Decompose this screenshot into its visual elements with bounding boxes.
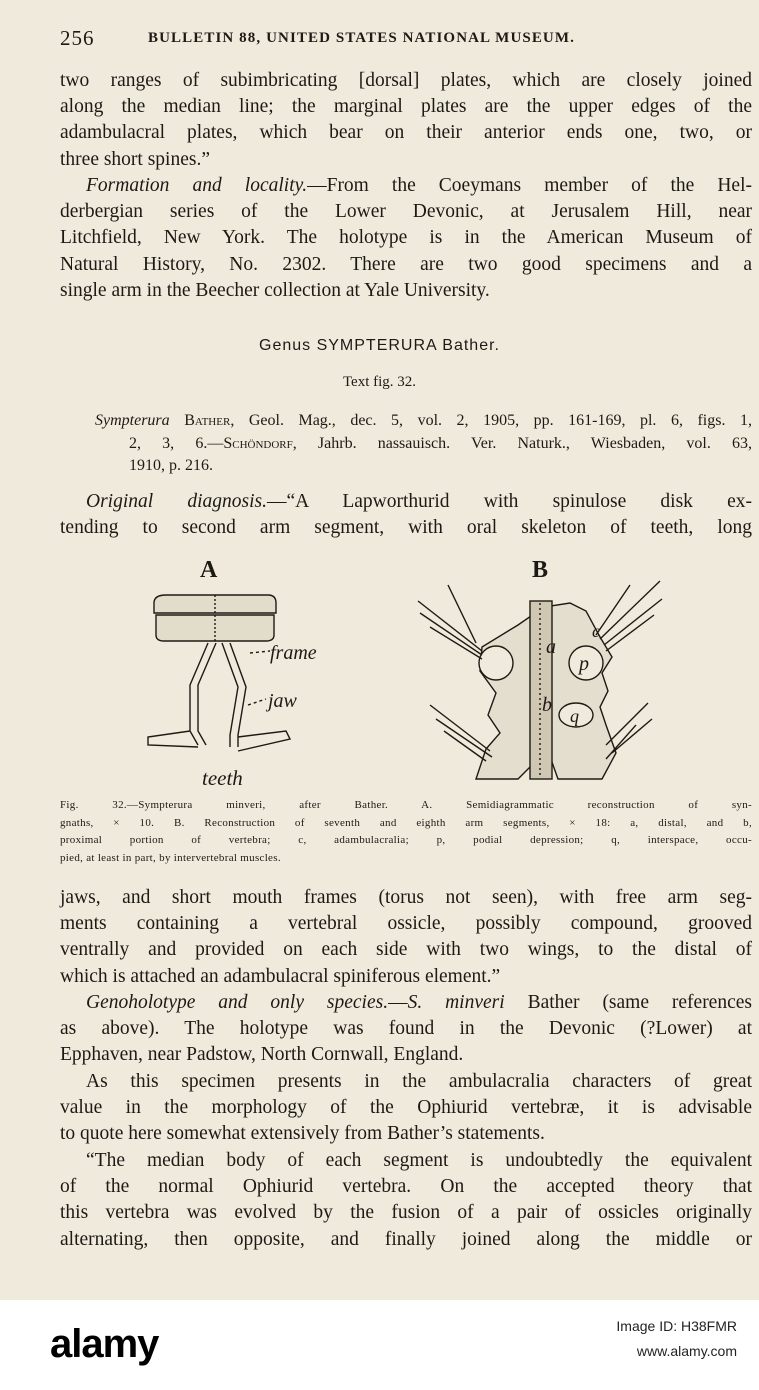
text-line: derbergian series of the Lower Devonic, at Jerusalem Hill, near [60,201,752,223]
paragraph-plates [60,68,752,173]
genoholotype-rest: Bather (same references [504,992,752,1013]
diagnosis-rest: —“A Lapworthurid with spinulose disk ex- [267,491,753,512]
text-line: Natural History, No. 2302. There are two good specimens and a [60,253,752,275]
page-number: 256 [60,26,95,50]
text-line: to quote here somewhat extensively from Bather’s statements. [60,1123,545,1145]
caption-line: pied, at least in part, by intervertebral muscles. [60,851,281,864]
podial-depression-left [479,646,513,680]
spines-upper-left [418,585,482,659]
synonymy-line: 1910, p. 216. [129,457,213,474]
page-header [60,26,759,52]
tooth-left [148,731,198,747]
citation: , Jahrb. nassauisch. Ver. Naturk., Wiesbaden, vol. 63, [292,434,753,452]
text-line: “The median body of each segment is undoubtedly the equivalent [86,1150,752,1171]
paragraph-quote [60,1148,752,1253]
genoholotype-dash: — [388,992,408,1013]
text-line: tending to second arm segment, with oral skeleton of teeth, long [60,517,752,539]
jaw-left-outer [190,643,208,745]
text-line: adambulacral plates, which bear on their anterior ends one, two, or [60,122,752,144]
text-line: Epphaven, near Padstow, North Cornwall, England. [60,1044,464,1066]
text-line: alternating, then opposite, and finally joined along the middle or [60,1228,752,1250]
text-line: of the normal Ophiurid vertebra. On the accepted theory that [60,1176,752,1198]
label-b-proximal: b [542,694,552,716]
synonymy-line [95,410,752,433]
frame-leader [250,651,270,653]
image-id: Image ID: H38FMR [616,1318,737,1334]
text-line: which is attached an adambulacral spiniferous element.” [60,965,501,987]
label-q-interspace: q [570,706,579,726]
figure-label-b: B [532,557,549,583]
text-line [60,990,752,1016]
tooth-right [238,731,290,751]
paragraph-formation [60,173,752,304]
text-line: along the median line; the marginal plates are the upper edges of the [60,96,752,118]
jaw-right-inner [230,643,246,747]
site-url: www.alamy.com [636,1343,737,1359]
figure-32 [130,555,690,790]
text-line [60,489,752,515]
text-line: value in the morphology of the Ophiurid vertebræ, it is advisable [60,1097,752,1119]
figure-a [148,557,317,790]
caption-line: proximal portion of vertebra; c, adambulacralia; p, podial depression; q, interspace, occu- [60,834,752,846]
species-name: S. minveri [407,992,505,1013]
text-line: As this specimen presents in the ambulacralia characters of great [86,1071,752,1092]
figure-label-a: A [200,557,218,583]
alamy-logo: alamy [50,1322,159,1366]
caption-line: gnaths, × 10. B. Reconstruction of seventh and eighth arm segments, × 18: a, distal, and b, [60,816,752,829]
figure-caption [60,797,752,867]
citation: 2, 3, 6.— [129,434,224,452]
genus-name: Sympterura [95,412,170,429]
paragraph-genoholotype [60,990,752,1069]
text-line [60,173,752,199]
formation-rest: —From the Coeymans member of the Hel- [307,175,752,196]
label-teeth: teeth [202,766,243,790]
text-line: two ranges of subimbricating [dorsal] plates, which are closely joined [60,70,752,91]
paragraph-specimen [60,1069,752,1148]
paragraph-jaws [60,885,752,990]
label-p-podial: p [579,653,589,675]
text-line: ventrally and provided on each side with two wings, to the distal of [60,939,752,961]
spines-upper-right [596,581,662,651]
synonymy [95,410,752,478]
spines-lower-left [430,705,492,761]
author: Schöndorf [223,434,293,452]
paragraph-diagnosis [60,489,752,541]
citation: , Geol. Mag., dec. 5, vol. 2, 1905, pp. 161-169, pl. 6, figs. 1, [230,412,752,429]
text-line: jaws, and short mouth frames (torus not seen), with free arm seg- [60,887,752,908]
text-line: Litchfield, New York. The holotype is in the American Museum of [60,227,752,249]
genus-heading: Genus SYMPTERURA Bather. [259,337,500,354]
author: Bather [184,412,231,429]
jaw-leader [248,699,266,705]
label-frame: frame [270,642,317,664]
diagnosis-lead: Original diagnosis. [86,491,267,512]
synonymy-line [95,433,752,456]
text-line: three short spines.” [60,148,211,170]
text-line: single arm in the Beecher collection at Yale University. [60,279,490,301]
label-c-adambulacralia: c [592,621,600,641]
figure-b [418,557,662,779]
text-line: ments containing a vertebral ossicle, possibly compound, grooved [60,913,752,935]
label-a-distal: a [546,636,556,658]
running-head: BULLETIN 88, UNITED STATES NATIONAL MUSEUM. [148,30,575,46]
formation-lead: Formation and locality. [86,175,308,196]
vertebra-column [530,601,552,779]
watermark-footer [0,1300,759,1390]
text-line: as above). The holotype was found in the Devonic (?Lower) at [60,1018,752,1040]
genoholotype-lead: Genoholotype and only species. [86,992,389,1013]
spines-lower-right [606,703,652,759]
label-jaw: jaw [268,690,297,712]
image-credit [616,1314,737,1364]
text-line: this vertebra was evolved by the fusion of a pair of ossicles originally [60,1202,752,1224]
text-fig-reference: Text fig. 32. [342,374,417,390]
caption-line: Fig. 32.—Sympterura minveri, after Bather. A. Semidiagrammatic reconstruction of syn- [60,799,752,811]
